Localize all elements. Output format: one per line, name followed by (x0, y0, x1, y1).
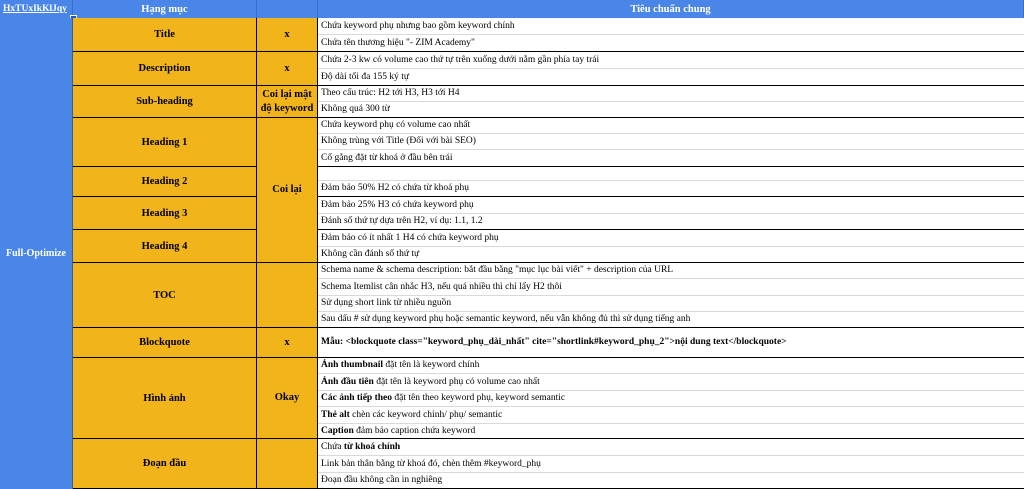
header-cell-a[interactable]: HxTUxIkKlJqy (0, 0, 73, 18)
criteria-cell[interactable] (318, 118, 1024, 134)
criteria-cell[interactable] (318, 391, 1024, 407)
note-title[interactable]: x (257, 18, 318, 52)
criteria-text: Sử dụng short link từ nhiều nguồn (321, 298, 452, 308)
note-sub-heading[interactable]: Coi lại mật độ keyword (257, 86, 318, 118)
criteria-text: đặt tên theo keyword phụ, keyword semantic (392, 393, 566, 403)
criteria-cell[interactable] (318, 52, 1024, 69)
criteria-text: Không quá 300 từ (321, 104, 390, 114)
note-hinh-anh[interactable]: Okay (257, 358, 318, 439)
category-description[interactable]: Description (73, 52, 257, 86)
criteria-cell[interactable] (318, 263, 1024, 279)
criteria-text: Ảnh đầu tiên (321, 377, 374, 387)
criteria-cell[interactable] (318, 18, 1024, 35)
criteria-text: Đánh số thứ tự dựa trên H2, ví dụ: 1.1, 1.2 (321, 216, 483, 226)
criteria-cell[interactable] (318, 197, 1024, 214)
criteria-cell[interactable] (318, 214, 1024, 230)
criteria-text: Schema Itemlist cân nhắc H3, nếu quá nhiều thì chỉ lấy H2 thôi (321, 282, 562, 292)
criteria-text: Ảnh thumbnail (321, 360, 384, 370)
criteria-text: đảm bảo caption chứa keyword (353, 426, 476, 436)
criteria-text: Chứa tên thương hiệu "- ZIM Academy" (321, 38, 475, 48)
category-heading-4[interactable]: Heading 4 (73, 230, 257, 263)
category-heading-1[interactable]: Heading 1 (73, 118, 257, 167)
criteria-text: Cố gắng đặt từ khoá ở đầu bên trái (321, 153, 453, 163)
criteria-cell[interactable] (318, 230, 1024, 247)
criteria-cell[interactable] (318, 69, 1024, 86)
criteria-text: Đảm bảo 50% H2 có chứa từ khoá phụ (321, 183, 470, 193)
category-sub-heading[interactable]: Sub-heading (73, 86, 257, 118)
criteria-text: Độ dài tối đa 155 ký tự (321, 72, 410, 82)
criteria-cell[interactable] (318, 102, 1024, 118)
header-hang-muc[interactable]: Hạng mục (73, 0, 257, 18)
note-headings[interactable]: Coi lại (257, 118, 318, 263)
criteria-text: đặt tên là keyword phụ có volume cao nhất (373, 377, 540, 387)
note-blockquote[interactable]: x (257, 328, 318, 358)
criteria-text: Sau dấu # sử dụng keyword phụ hoặc semantic keyword, nếu vẫn không đủ thì sử dụng tiếng anh (321, 314, 691, 324)
criteria-text: Theo cấu trúc: H2 tới H3, H3 tới H4 (321, 88, 460, 98)
criteria-cell[interactable] (318, 167, 1024, 181)
criteria-text: Chứa (321, 442, 344, 452)
criteria-text: Chứa keyword phụ nhưng bao gồm keyword chính (321, 21, 515, 31)
header-empty[interactable] (257, 0, 318, 18)
category-hinh-anh[interactable]: Hình ảnh (73, 358, 257, 439)
category-heading-2[interactable]: Heading 2 (73, 167, 257, 197)
category-toc[interactable]: TOC (73, 263, 257, 328)
note-doan-dau[interactable] (257, 439, 318, 489)
note-description[interactable]: x (257, 52, 318, 86)
criteria-text: chèn các keyword chính/ phụ/ semantic (349, 410, 503, 420)
category-doan-dau[interactable]: Đoạn đầu (73, 439, 257, 489)
criteria-cell[interactable] (318, 424, 1024, 439)
criteria-text: Caption (321, 426, 354, 436)
criteria-cell[interactable] (318, 296, 1024, 312)
criteria-cell[interactable] (318, 328, 1024, 358)
criteria-text: Các ảnh tiếp theo (321, 393, 392, 403)
criteria-cell[interactable] (318, 439, 1024, 456)
group-cell-full-optimize[interactable]: Full-Optimize (0, 18, 73, 489)
criteria-text: Đảm bảo có ít nhất 1 H4 có chứa keyword phụ (321, 233, 499, 243)
criteria-text: Không trùng với Title (Đối với bài SEO) (321, 136, 476, 146)
criteria-cell[interactable] (318, 150, 1024, 167)
category-blockquote[interactable]: Blockquote (73, 328, 257, 358)
criteria-text: Schema name & schema description: bắt đầu bằng "mục lục bài viết" + description của URL (321, 265, 674, 275)
criteria-text: Chứa 2-3 kw có volume cao thứ tự trên xuống dưới nằm gần phía tay trái (321, 55, 600, 65)
category-title[interactable]: Title (73, 18, 257, 52)
criteria-text: Link bản thân bằng từ khoá đó, chèn thêm #keyword_phụ (321, 459, 541, 469)
criteria-cell[interactable] (318, 35, 1024, 52)
category-heading-3[interactable]: Heading 3 (73, 197, 257, 230)
criteria-cell[interactable] (318, 473, 1024, 489)
criteria-cell[interactable] (318, 134, 1024, 150)
criteria-cell[interactable] (318, 247, 1024, 263)
criteria-text: Không cần đánh số thứ tự (321, 249, 420, 259)
criteria-cell[interactable] (318, 86, 1024, 102)
note-toc[interactable] (257, 263, 318, 328)
criteria-cell[interactable] (318, 456, 1024, 473)
criteria-cell[interactable] (318, 312, 1024, 328)
criteria-text: đặt tên là keyword chính (383, 360, 480, 370)
criteria-cell[interactable] (318, 358, 1024, 374)
criteria-text: Thẻ alt (321, 410, 350, 420)
criteria-cell[interactable] (318, 374, 1024, 391)
criteria-cell[interactable] (318, 279, 1024, 296)
criteria-text: Đoạn đầu không cần in nghiêng (321, 475, 443, 485)
criteria-text: Mẫu: <blockquote class="keyword_phụ_dài_nhất" cite="shortlink#keyword_phụ_2">nội dung text</blockquote> (321, 337, 787, 347)
criteria-cell[interactable] (318, 181, 1024, 197)
header-tieu-chuan[interactable]: Tiêu chuẩn chung (318, 0, 1024, 18)
criteria-text: Đảm bảo 25% H3 có chứa keyword phụ (321, 200, 474, 210)
criteria-text: Chứa keyword phụ có volume cao nhất (321, 120, 471, 130)
criteria-cell[interactable] (318, 407, 1024, 424)
criteria-text: từ khoá chính (343, 442, 401, 452)
